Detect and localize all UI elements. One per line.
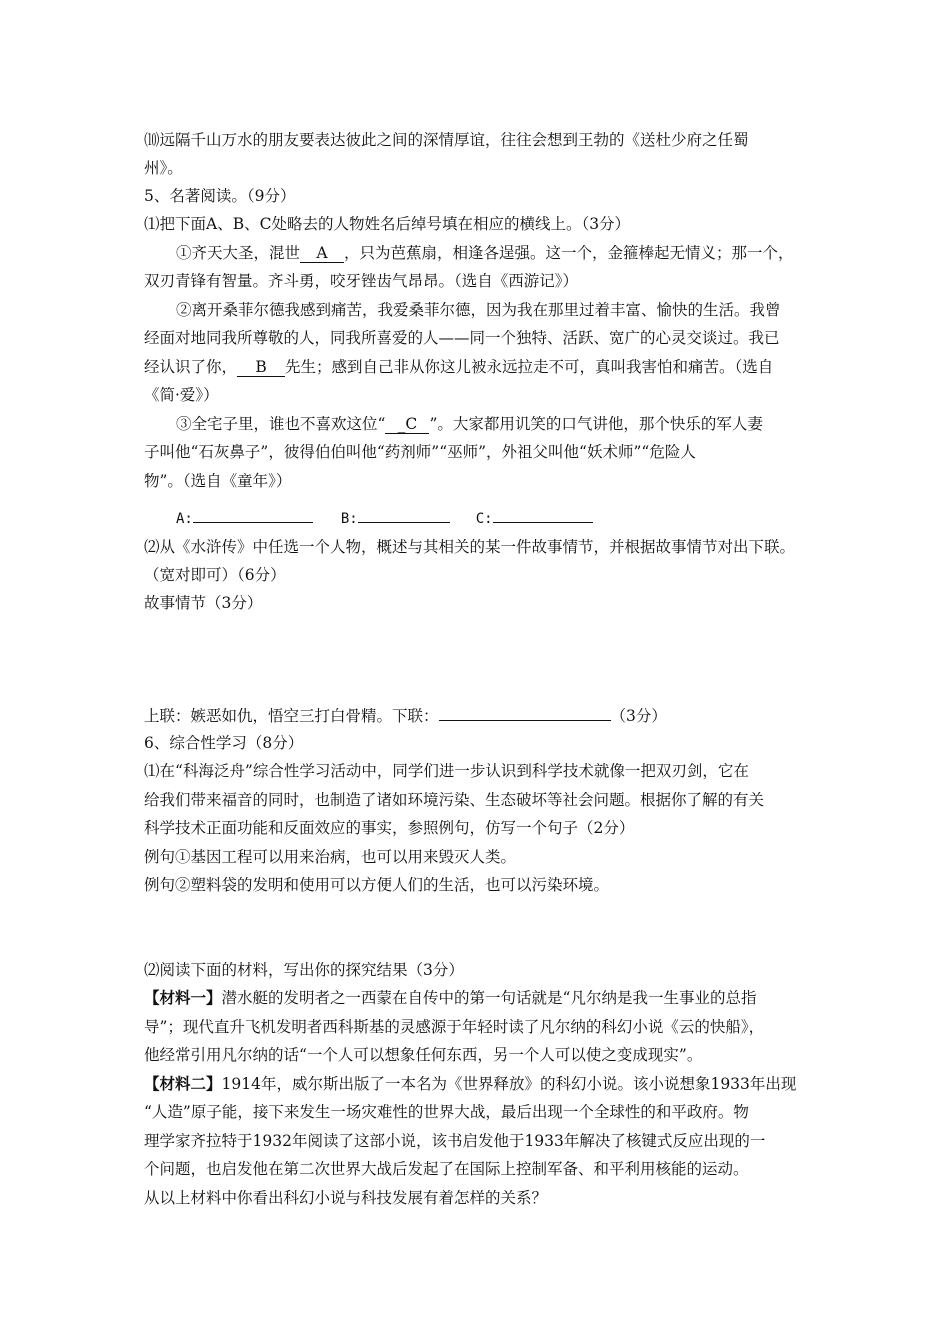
couplet-score: （3分） — [610, 707, 667, 725]
answer-c-field[interactable] — [493, 506, 593, 523]
answer-c-label: C: — [475, 511, 493, 527]
blank-a: A — [300, 245, 344, 263]
q5-passage3-line3: 物”。（选自《童年》） — [144, 472, 292, 490]
q6-heading: 6、综合性学习（8分） — [144, 734, 304, 752]
q5-part1-prompt: ⑴把下面A、B、C处略去的人物姓名后绰号填在相应的横线上。（3分） — [144, 215, 631, 233]
blank-b: B — [237, 359, 285, 377]
material1-text: 潜水艇的发明者之一西蒙在自传中的第一句话就是“凡尔纳是我一生事业的总指 — [221, 989, 757, 1007]
q5-passage3-line1 — [176, 414, 763, 434]
material2-text: 1914年，威尔斯出版了一本名为《世界释放》的科幻小说。该小说想象1933年出现 — [221, 1075, 797, 1093]
q6-material2-line1 — [144, 1074, 796, 1094]
q5-passage1-line1 — [176, 243, 794, 263]
blank-c: _C — [385, 416, 429, 434]
couplet-answer-field[interactable] — [439, 704, 611, 721]
q4-item10-line2: 州》。 — [144, 159, 183, 177]
q5-couplet-line — [144, 704, 667, 726]
q5-passage2-line2: 经面对地同我所尊敬的人，同我所喜爱的人——同一个独特、活跃、宽广的心灵交谈过。我已 — [144, 329, 780, 347]
q4-item10-line1: ⑽远隔千山万水的朋友要表达彼此之间的深情厚谊，往往会想到王勃的《送杜少府之任蜀 — [144, 131, 749, 149]
q5-answer-blanks — [176, 506, 593, 529]
q5-passage2-line1: ②离开桑菲尔德我感到痛苦，我爱桑菲尔德，因为我在那里过着丰富、愉快的生活。我曾 — [176, 301, 781, 319]
q6-part1-line2: 给我们带来福音的同时，也制造了诸如环境污染、生态破坏等社会问题。根据你了解的有关 — [144, 791, 765, 809]
q6-material2-line3: 理学家齐拉特于1932年阅读了这部小说，该书启发他于1933年解决了核键式反应出现的一 — [144, 1132, 766, 1150]
q6-part1-line1: ⑴在“科海泛舟”综合性学习活动中，同学们进一步认识到科学技术就像一把双刃剑，它在 — [144, 762, 749, 780]
q6-material1-line2: 导”；现代直升飞机发明者西科斯基的灵感源于年轻时读了凡尔纳的科幻小说《云的快船》， — [144, 1018, 765, 1036]
passage1-text-after: ，只为芭蕉扇，相逢各逞强。这一个，金箍棒起无情义；那一个， — [344, 244, 794, 262]
answer-a-field[interactable] — [193, 506, 313, 523]
couplet-first-line: 上联：嫉恶如仇，悟空三打白骨精。下联： — [144, 707, 439, 725]
q5-part2-prompt-line1: ⑵从《水浒传》中任选一个人物，概述与其相关的某一件故事情节，并根据故事情节对出下联。 — [144, 538, 796, 556]
passage1-text-before: ①齐天大圣，混世 — [176, 244, 301, 262]
q5-part2-prompt-line2: （宽对即可）（6分） — [144, 566, 286, 584]
q6-material2-line4: 个问题，也启发他在第二次世界大战后发起了在国际上控制军备、和平利用核能的运动。 — [144, 1160, 749, 1178]
q6-part2-prompt: ⑵阅读下面的材料，写出你的探究结果（3分） — [144, 961, 464, 979]
answer-b-field[interactable] — [358, 506, 450, 523]
passage3-text-after: ”。大家都用讥笑的口气讲他，那个快乐的军人妻 — [429, 415, 763, 433]
q6-example1: 例句①基因工程可以用来治病，也可以用来毁灭人类。 — [144, 848, 517, 866]
q5-passage2-line3 — [144, 357, 773, 377]
q5-passage2-line4: 《简·爱》） — [144, 386, 219, 404]
q6-example2: 例句②塑料袋的发明和使用可以方便人们的生活，也可以污染环境。 — [144, 876, 610, 894]
passage2-text-before: 经认识了你， — [144, 358, 238, 376]
q6-material1-line1 — [144, 988, 756, 1008]
q6-question: 从以上材料中你看出科幻小说与科技发展有着怎样的关系？ — [144, 1189, 548, 1207]
q6-material1-line3: 他经常引用凡尔纳的话“一个人可以想象任何东西，另一个人可以使之变成现实”。 — [144, 1046, 703, 1064]
material1-tag: 【材料一】 — [144, 988, 222, 1007]
q5-passage1-line2: 双刃青锋有智量。齐斗勇，咬牙锉齿气昂昂。（选自《西游记》） — [144, 272, 579, 290]
q6-material2-line2: “人造”原子能，接下来发生一场灾难性的世界大战，最后出现一个全球性的和平政府。物 — [144, 1103, 749, 1121]
passage3-text-before: ③全宅子里，谁也不喜欢这位“ — [176, 415, 386, 433]
q5-story-label: 故事情节（3分） — [144, 594, 263, 612]
q6-part1-line3: 科学技术正面功能和反面效应的事实，参照例句，仿写一个句子（2分） — [144, 819, 635, 837]
material2-tag: 【材料二】 — [144, 1074, 222, 1093]
q5-passage3-line2: 子叫他“石灰鼻子”，彼得伯伯叫他“药剂师”“巫师”，外祖父叫他“妖术师”“危险人 — [144, 443, 696, 461]
q5-heading: 5、名著阅读。（9分） — [144, 187, 296, 205]
passage2-text-after: 先生；感到自己非从你这儿被永远拉走不可，真叫我害怕和痛苦。（选自 — [285, 358, 774, 376]
answer-a-label: A: — [176, 511, 193, 527]
answer-b-label: B: — [340, 511, 358, 527]
